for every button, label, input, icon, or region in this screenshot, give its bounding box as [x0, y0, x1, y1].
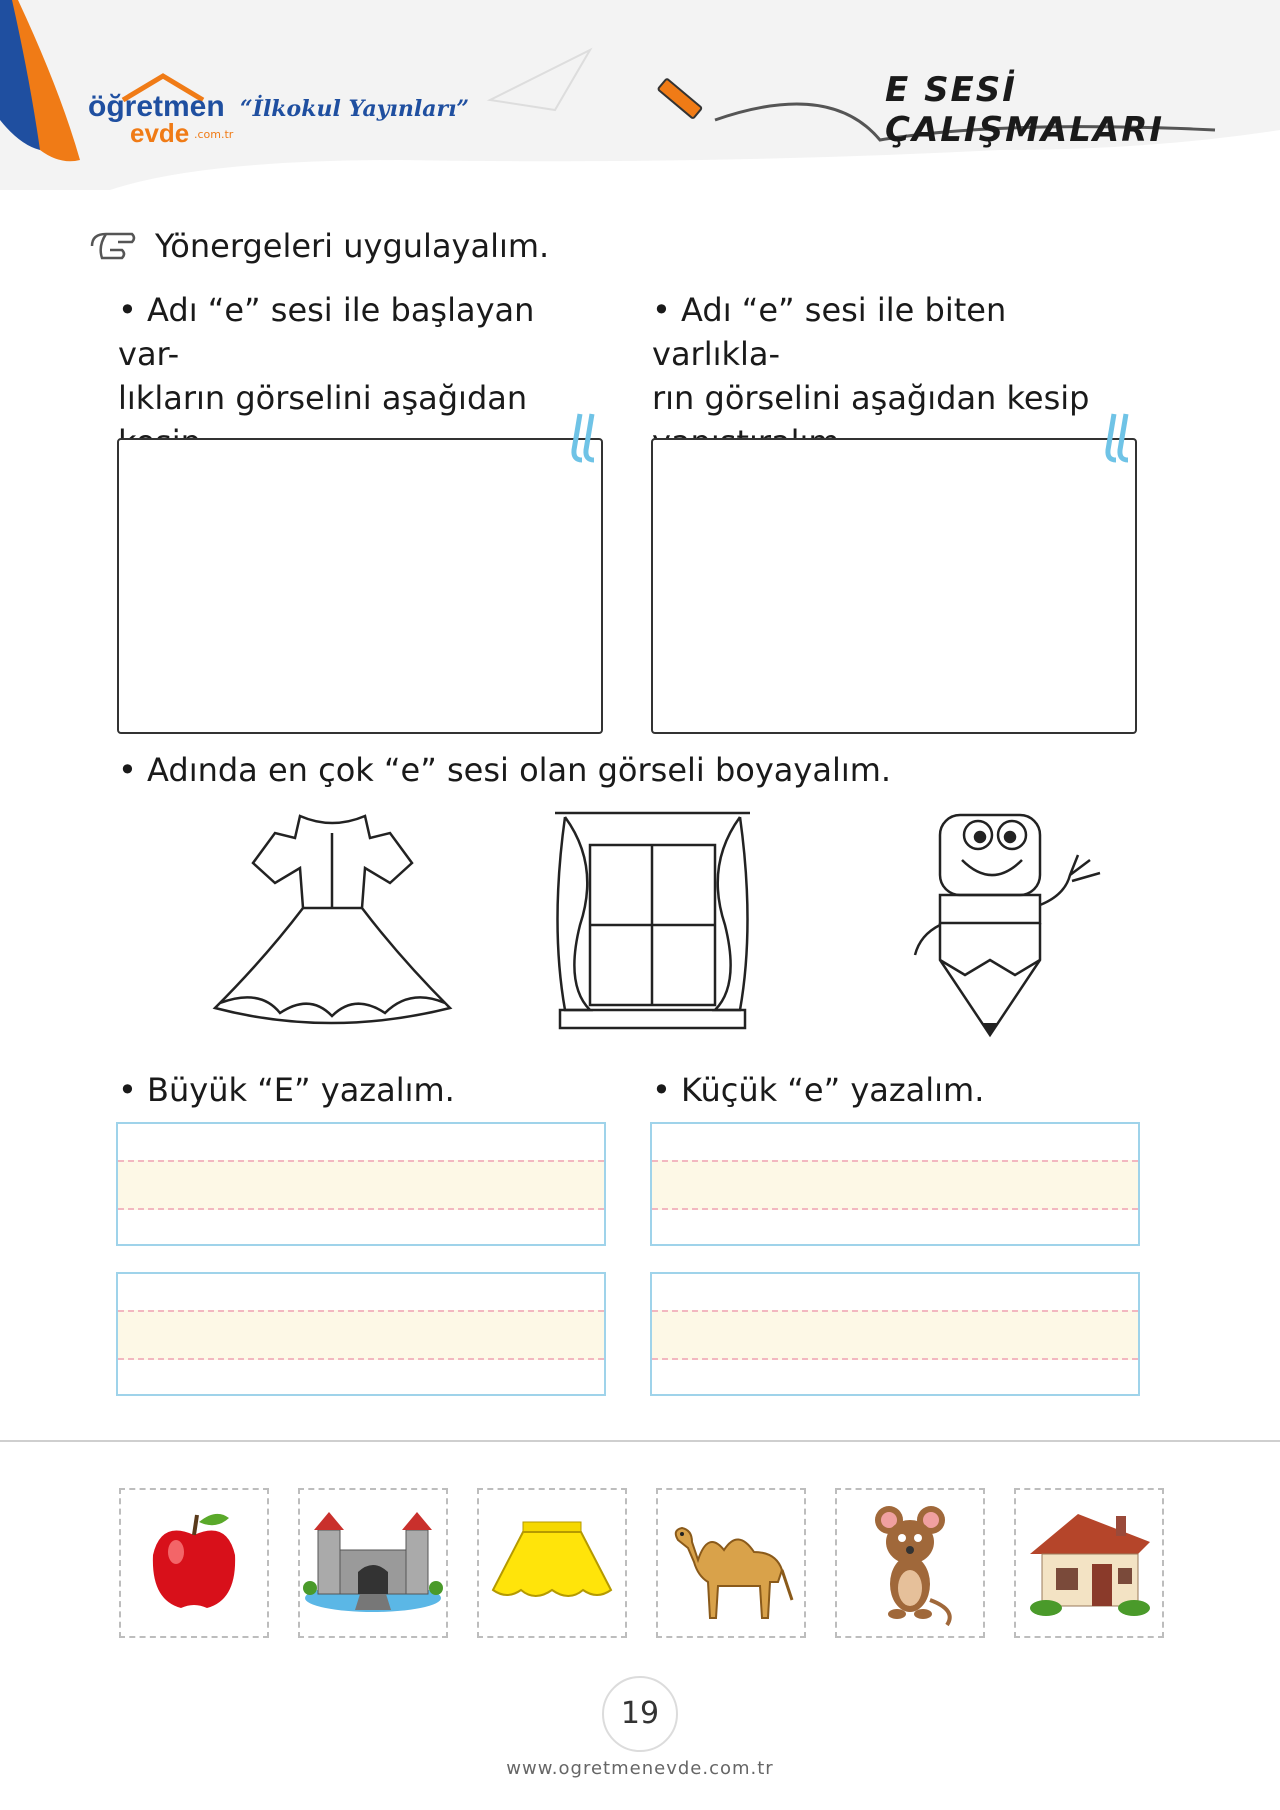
page-number-badge — [602, 1676, 678, 1752]
cut-card-castle[interactable] — [298, 1488, 448, 1638]
pointing-hand-icon — [88, 226, 138, 266]
logo-main-text: öğretmen — [88, 90, 225, 123]
dress-icon[interactable] — [200, 808, 465, 1038]
writing-guide-band — [118, 1160, 604, 1210]
skirt-icon — [479, 1490, 625, 1636]
pencil-icon — [650, 70, 710, 130]
cut-card-mouse[interactable] — [835, 1488, 985, 1638]
logo[interactable] — [88, 72, 238, 152]
apple-icon — [121, 1490, 267, 1636]
castle-icon — [300, 1490, 446, 1636]
task-uppercase: • Büyük “E” yazalım. — [118, 1071, 455, 1109]
page-number: 19 — [620, 1696, 660, 1731]
pencil-character-icon[interactable] — [910, 795, 1120, 1040]
intro-text: Yönergeleri uygulayalım. — [155, 227, 550, 265]
house-icon — [1016, 1490, 1162, 1636]
cut-card-apple[interactable] — [119, 1488, 269, 1638]
writing-guide-band — [652, 1310, 1138, 1360]
cut-card-skirt[interactable] — [477, 1488, 627, 1638]
paste-area-ends-with[interactable] — [651, 438, 1137, 734]
logo-sub-text: evde — [130, 118, 190, 148]
task-ends-with-line-2: rın görselini aşağıdan kesip — [652, 379, 1090, 417]
paperclip-icon — [568, 410, 608, 466]
uppercase-writing-line-1[interactable] — [116, 1122, 606, 1246]
camel-icon — [658, 1490, 804, 1636]
task-color-most: • Adında en çok “e” sesi olan görseli boyayalım. — [118, 751, 892, 789]
task-lowercase: • Küçük “e” yazalım. — [652, 1071, 985, 1109]
website-link[interactable]: www.ogretmenevde.com.tr — [506, 1758, 774, 1779]
logo-domain-text: .com.tr — [194, 128, 234, 141]
publisher-name: “İlkokul Yayınları” — [240, 96, 470, 122]
cut-section-divider — [0, 1440, 1280, 1442]
task-starts-with-line-2: lıkların görselini aşağıdan — [118, 379, 528, 417]
window-icon[interactable] — [550, 805, 755, 1035]
writing-guide-band — [652, 1160, 1138, 1210]
paperclip-icon — [1102, 410, 1142, 466]
mouse-icon — [837, 1490, 983, 1636]
writing-guide-band — [118, 1310, 604, 1360]
paste-area-starts-with[interactable] — [117, 438, 603, 734]
task-ends-with-line-1: • Adı “e” sesi ile biten varlıkla- — [652, 291, 1007, 373]
cut-card-house[interactable] — [1014, 1488, 1164, 1638]
cut-card-camel[interactable] — [656, 1488, 806, 1638]
lowercase-writing-line-2[interactable] — [650, 1272, 1140, 1396]
task-starts-with-line-1: • Adı “e” sesi ile başlayan var- — [118, 291, 535, 373]
uppercase-writing-line-2[interactable] — [116, 1272, 606, 1396]
lowercase-writing-line-1[interactable] — [650, 1122, 1140, 1246]
page-title: E SESİ ÇALIŞMALARI — [885, 70, 1165, 150]
